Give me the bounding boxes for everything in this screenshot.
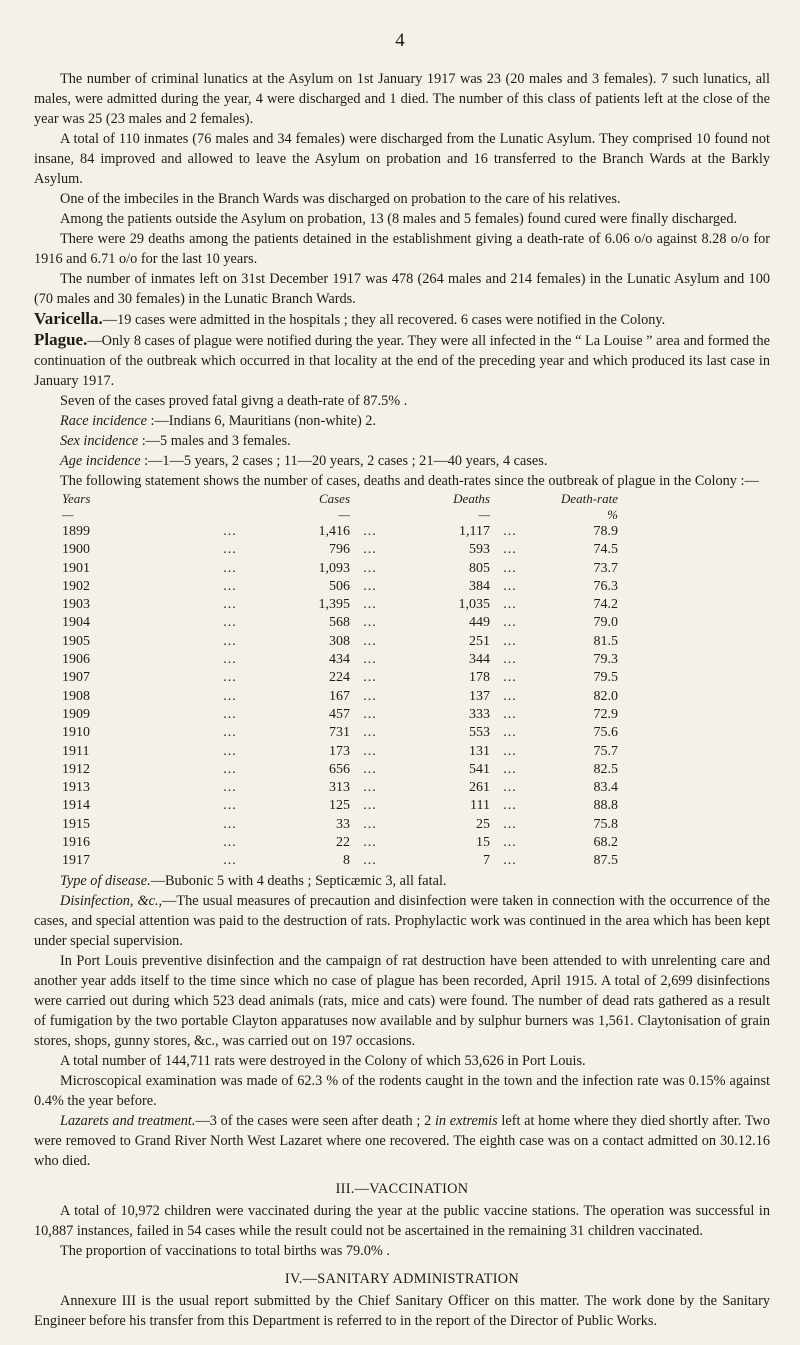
cell-year: 1912 bbox=[62, 761, 90, 777]
cell-deaths: 111 bbox=[470, 798, 490, 814]
dot-leader: ... bbox=[363, 743, 377, 759]
cell-death-rate: 73.7 bbox=[593, 560, 618, 576]
subheader-percent: % bbox=[607, 507, 618, 522]
subheader-deaths: — bbox=[478, 507, 490, 522]
sanitary-heading: IV.—SANITARY ADMINISTRATION bbox=[284, 1270, 520, 1287]
cell-death-rate: 82.5 bbox=[593, 761, 618, 777]
table-row bbox=[34, 523, 618, 541]
table-row bbox=[34, 761, 618, 779]
cell-cases: 656 bbox=[329, 761, 350, 777]
dot-leader: ... bbox=[223, 670, 237, 686]
dot-leader: ... bbox=[503, 780, 517, 796]
paragraph-varicella bbox=[34, 309, 770, 330]
paragraph-lazarets bbox=[34, 1111, 770, 1171]
cell-death-rate: 75.6 bbox=[593, 725, 618, 741]
cell-deaths: 553 bbox=[469, 725, 490, 741]
cell-year: 1913 bbox=[62, 780, 90, 796]
cell-death-rate: 79.0 bbox=[593, 615, 618, 631]
cell-deaths: 261 bbox=[469, 780, 490, 796]
paragraph-inmates: The number of inmates left on 31st December 1917 was 478 (264 males and 214 females) in the Lunatic Asylum and 100 (70 males and 30 females) in the Lunatic Branch Wards. bbox=[34, 271, 770, 307]
cell-year: 1906 bbox=[62, 652, 90, 668]
cell-deaths: 1,117 bbox=[459, 524, 490, 539]
dot-leader: ... bbox=[503, 615, 517, 631]
cell-cases: 434 bbox=[329, 652, 350, 668]
cell-death-rate: 78.9 bbox=[593, 524, 618, 539]
cell-year: 1907 bbox=[62, 670, 90, 686]
cell-death-rate: 74.5 bbox=[593, 542, 618, 558]
dot-leader: ... bbox=[363, 615, 377, 631]
table-row bbox=[34, 651, 618, 669]
cell-death-rate: 79.5 bbox=[593, 670, 618, 686]
dot-leader: ... bbox=[223, 688, 237, 704]
plague-text: —Only 8 cases of plague were notified during the year. They were all infected in the “ La Louise ” area and formed the continuation of the outbreak which occurred in that locality at the end of the preceding year and which produced its last case in January 1917. bbox=[34, 333, 770, 389]
paragraph-plague bbox=[34, 330, 770, 391]
table-row bbox=[34, 688, 618, 706]
lazarets-extremis: in extremis bbox=[434, 1112, 498, 1129]
dot-leader: ... bbox=[223, 542, 237, 558]
cell-cases: 506 bbox=[329, 578, 350, 594]
dot-leader: ... bbox=[363, 633, 377, 649]
dot-leader: ... bbox=[223, 761, 237, 777]
cell-year: 1917 bbox=[62, 853, 90, 869]
dot-leader: ... bbox=[363, 706, 377, 722]
type-of-disease-label: Type of disease. bbox=[60, 872, 151, 889]
cell-year: 1905 bbox=[62, 633, 90, 649]
cell-death-rate: 79.3 bbox=[593, 652, 618, 668]
dot-leader: ... bbox=[223, 743, 237, 759]
cell-year: 1915 bbox=[62, 816, 90, 832]
cell-cases: 731 bbox=[329, 725, 350, 741]
cell-year: 1899 bbox=[62, 524, 90, 539]
dot-leader: ... bbox=[223, 725, 237, 741]
table-row bbox=[34, 560, 618, 578]
cell-year: 1916 bbox=[62, 835, 90, 851]
cell-cases: 125 bbox=[329, 798, 350, 814]
paragraph-sex-incidence bbox=[34, 431, 770, 451]
table-header-row bbox=[34, 491, 618, 507]
dot-leader: ... bbox=[363, 798, 377, 814]
dot-leader: ... bbox=[223, 798, 237, 814]
varicella-heading: Varicella. bbox=[34, 309, 103, 328]
table-row bbox=[34, 633, 618, 651]
varicella-text: —19 cases were admitted in the hospitals ; they all recovered. 6 cases were notified in the Colony. bbox=[102, 312, 666, 328]
table-row bbox=[34, 852, 618, 870]
document-body bbox=[34, 69, 770, 1331]
dot-leader: ... bbox=[223, 560, 237, 576]
paragraph-type-of-disease bbox=[34, 871, 770, 891]
subheader-cases: — bbox=[338, 507, 350, 522]
dot-leader: ... bbox=[363, 725, 377, 741]
table-subheader-row bbox=[34, 507, 618, 523]
paragraph-vaccination-proportion: The proportion of vaccinations to total births was 79.0% . bbox=[60, 1242, 390, 1259]
table-row bbox=[34, 596, 618, 614]
lazarets-label: Lazarets and treatment. bbox=[60, 1112, 196, 1129]
table-row bbox=[34, 541, 618, 559]
cell-cases: 796 bbox=[329, 542, 350, 558]
dot-leader: ... bbox=[503, 633, 517, 649]
cell-death-rate: 88.8 bbox=[593, 798, 618, 814]
cell-deaths: 593 bbox=[469, 542, 490, 558]
table-row bbox=[34, 706, 618, 724]
age-incidence-label: Age incidence bbox=[60, 453, 141, 469]
cell-cases: 1,395 bbox=[318, 597, 350, 613]
table-row bbox=[34, 779, 618, 797]
paragraph-rats: A total number of 144,711 rats were destroyed in the Colony of which 53,626 in Port Louis. bbox=[60, 1052, 586, 1069]
table-row bbox=[34, 816, 618, 834]
cell-deaths: 25 bbox=[476, 816, 490, 832]
cell-cases: 8 bbox=[343, 853, 350, 869]
paragraph-imbeciles: One of the imbeciles in the Branch Wards was discharged on probation to the care of his relatives. bbox=[60, 191, 621, 207]
cell-cases: 173 bbox=[329, 743, 350, 759]
table-row bbox=[34, 578, 618, 596]
cell-deaths: 805 bbox=[469, 560, 490, 576]
paragraph-deaths: There were 29 deaths among the patients detained in the establishment giving a death-rate of 6.06 o/o against 8.28 o/o for 1916 and 6.71 o/o for the last 10 years. bbox=[34, 231, 770, 267]
dot-leader: ... bbox=[503, 524, 517, 539]
paragraph-plague-fatal: Seven of the cases proved fatal givng a death-rate of 87.5% . bbox=[60, 393, 408, 409]
cell-cases: 33 bbox=[336, 816, 350, 832]
paragraph-discharged: A total of 110 inmates (76 males and 34 females) were discharged from the Lunatic Asylum. They comprised 10 found not insane, 84 improved and allowed to leave the Asylum on probation and 16 transferred to the Branch Wards at the Barkly Asylum. bbox=[34, 131, 770, 187]
cell-cases: 1,416 bbox=[318, 524, 350, 539]
cell-cases: 313 bbox=[329, 780, 350, 796]
cell-deaths: 137 bbox=[469, 688, 490, 704]
cell-cases: 1,093 bbox=[318, 560, 350, 576]
header-death-rate: Death-rate bbox=[560, 491, 618, 506]
cell-year: 1914 bbox=[62, 798, 90, 814]
cell-year: 1909 bbox=[62, 706, 90, 722]
cell-deaths: 344 bbox=[469, 652, 490, 668]
cell-death-rate: 74.2 bbox=[593, 597, 618, 613]
dot-leader: ... bbox=[503, 835, 517, 851]
disinfection-label: Disinfection, &c., bbox=[60, 892, 163, 909]
dot-leader: ... bbox=[363, 652, 377, 668]
paragraph-microscopical: Microscopical examination was made of 62.3 % of the rodents caught in the town and the infection rate was 0.15% against 0.4% the year before. bbox=[34, 1072, 770, 1109]
cell-cases: 568 bbox=[329, 615, 350, 631]
dot-leader: ... bbox=[363, 780, 377, 796]
dot-leader: ... bbox=[503, 688, 517, 704]
dot-leader: ... bbox=[223, 524, 237, 539]
dot-leader: ... bbox=[363, 835, 377, 851]
cell-year: 1902 bbox=[62, 578, 90, 594]
race-incidence-label: Race incidence bbox=[60, 413, 147, 429]
dot-leader: ... bbox=[503, 725, 517, 741]
cell-deaths: 15 bbox=[476, 835, 490, 851]
dot-leader: ... bbox=[503, 743, 517, 759]
paragraph-disinfection bbox=[34, 891, 770, 951]
cell-death-rate: 83.4 bbox=[593, 780, 618, 796]
lazarets-text-2: left at home where they died shortly after. Two were removed to Grand River North West Lazaret where one recovered. The eighth case was on a contact admitted on 30.12.16 who died. bbox=[34, 1112, 770, 1169]
vaccination-heading: III.—VACCINATION bbox=[335, 1180, 469, 1197]
cell-death-rate: 75.8 bbox=[593, 816, 618, 832]
cell-death-rate: 76.3 bbox=[593, 578, 618, 594]
dot-leader: ... bbox=[223, 853, 237, 869]
cell-year: 1901 bbox=[62, 560, 90, 576]
dot-leader: ... bbox=[503, 670, 517, 686]
cell-year: 1911 bbox=[62, 743, 90, 759]
paragraph-criminal-lunatics: The number of criminal lunatics at the Asylum on 1st January 1917 was 23 (20 males and 3 females). 7 such lunatics, all males, were admitted during the year, 4 were discharged and 1 died. The number of this class of patients left at the close of the year was 25 (23 males and 2 females). bbox=[34, 71, 770, 127]
cell-deaths: 1,035 bbox=[458, 597, 490, 613]
cell-deaths: 449 bbox=[469, 615, 490, 631]
dot-leader: ... bbox=[503, 578, 517, 594]
table-row bbox=[34, 743, 618, 761]
paragraph-probation: Among the patients outside the Asylum on probation, 13 (8 males and 5 females) found cured were finally discharged. bbox=[60, 211, 738, 227]
dot-leader: ... bbox=[223, 706, 237, 722]
paragraph-sanitary: Annexure III is the usual report submitted by the Chief Sanitary Officer on this matter. The work done by the Sanitary Engineer before his transfer from this Department is referred to in the report of the Director of Public Works. bbox=[34, 1292, 770, 1329]
cell-cases: 308 bbox=[329, 633, 350, 649]
dot-leader: ... bbox=[363, 524, 377, 539]
cell-cases: 224 bbox=[329, 670, 350, 686]
dot-leader: ... bbox=[503, 853, 517, 869]
dot-leader: ... bbox=[363, 578, 377, 594]
dot-leader: ... bbox=[223, 615, 237, 631]
table-row bbox=[34, 614, 618, 632]
plague-statistics-table bbox=[34, 491, 618, 871]
dot-leader: ... bbox=[503, 652, 517, 668]
dot-leader: ... bbox=[223, 816, 237, 832]
table-row bbox=[34, 669, 618, 687]
paragraph-vaccination: A total of 10,972 children were vaccinated during the year at the public vaccine stations. The operation was successful in 10,887 instances, failed in 54 cases while the result could not be ascertained in the remaining 31 children vaccinated. bbox=[34, 1202, 770, 1239]
sex-incidence-text: :—5 males and 3 females. bbox=[138, 433, 291, 449]
dot-leader: ... bbox=[223, 835, 237, 851]
dot-leader: ... bbox=[223, 578, 237, 594]
cell-cases: 167 bbox=[329, 688, 350, 704]
dot-leader: ... bbox=[503, 706, 517, 722]
cell-year: 1903 bbox=[62, 597, 90, 613]
header-cases: Cases bbox=[318, 491, 350, 506]
disinfection-text: —The usual measures of precaution and disinfection were taken in connection with the occurrence of the cases, and special attention was paid to the destruction of rats. Prophylactic work was continued in the area which has been kept under special supervision. bbox=[34, 892, 771, 949]
dot-leader: ... bbox=[363, 560, 377, 576]
dot-leader: ... bbox=[503, 560, 517, 576]
cell-death-rate: 82.0 bbox=[593, 688, 618, 704]
race-incidence-text: :—Indians 6, Mauritians (non-white) 2. bbox=[146, 413, 377, 429]
paragraph-race-incidence bbox=[34, 411, 770, 431]
dot-leader: ... bbox=[503, 542, 517, 558]
cell-deaths: 131 bbox=[469, 743, 490, 759]
age-incidence-text: :—1—5 years, 2 cases ; 11—20 years, 2 cases ; 21—40 years, 4 cases. bbox=[140, 453, 548, 469]
cell-cases: 22 bbox=[336, 835, 350, 851]
cell-year: 1900 bbox=[62, 542, 90, 558]
cell-deaths: 541 bbox=[469, 761, 490, 777]
table-row bbox=[34, 724, 618, 742]
table-row bbox=[34, 834, 618, 852]
dot-leader: ... bbox=[503, 816, 517, 832]
dot-leader: ... bbox=[223, 780, 237, 796]
cell-deaths: 384 bbox=[469, 578, 490, 594]
cell-year: 1904 bbox=[62, 615, 90, 631]
cell-death-rate: 81.5 bbox=[593, 633, 618, 649]
cell-deaths: 7 bbox=[483, 853, 490, 869]
dot-leader: ... bbox=[503, 798, 517, 814]
paragraph-port-louis: In Port Louis preventive disinfection and the campaign of rat destruction have been attended to with unrelenting care and another year adds itself to the time since which no case of plague has been recorded, April 1915. A total of 2,699 disinfections were carried out during which 523 dead animals (rats, mice and cats) were found. The number of dead rats gathered as a result of fumigation by the two portable Clayton apparatuses now available and by sulphur burners was 1,561. Claytonisation of grain stores, shops, gunny stores, &c., was carried out on 197 occasions. bbox=[34, 952, 770, 1049]
dot-leader: ... bbox=[363, 688, 377, 704]
dot-leader: ... bbox=[223, 597, 237, 613]
dot-leader: ... bbox=[363, 853, 377, 869]
paragraph-age-incidence bbox=[34, 451, 770, 471]
dot-leader: ... bbox=[363, 597, 377, 613]
cell-deaths: 178 bbox=[469, 670, 490, 686]
sex-incidence-label: Sex incidence bbox=[60, 433, 139, 449]
dot-leader: ... bbox=[363, 670, 377, 686]
cell-death-rate: 87.5 bbox=[593, 853, 618, 869]
paragraph-statement: The following statement shows the number of cases, deaths and death-rates since the outbreak of plague in the Colony :— bbox=[60, 473, 759, 489]
subheader-years: — bbox=[62, 507, 74, 522]
header-years: Years bbox=[62, 491, 91, 506]
cell-cases: 457 bbox=[329, 706, 350, 722]
cell-year: 1908 bbox=[62, 688, 90, 704]
plague-heading: Plague. bbox=[34, 330, 88, 349]
cell-death-rate: 72.9 bbox=[593, 706, 618, 722]
type-of-disease-text: —Bubonic 5 with 4 deaths ; Septicæmic 3, all fatal. bbox=[150, 872, 447, 889]
table-row bbox=[34, 797, 618, 815]
cell-death-rate: 68.2 bbox=[593, 835, 618, 851]
cell-deaths: 251 bbox=[469, 633, 490, 649]
dot-leader: ... bbox=[503, 597, 517, 613]
dot-leader: ... bbox=[223, 652, 237, 668]
dot-leader: ... bbox=[363, 542, 377, 558]
lazarets-text-1: —3 of the cases were seen after death ; 2 bbox=[195, 1112, 435, 1129]
cell-deaths: 333 bbox=[469, 706, 490, 722]
page-number: 4 bbox=[395, 30, 405, 51]
cell-death-rate: 75.7 bbox=[593, 743, 618, 759]
dot-leader: ... bbox=[223, 633, 237, 649]
dot-leader: ... bbox=[363, 761, 377, 777]
dot-leader: ... bbox=[363, 816, 377, 832]
dot-leader: ... bbox=[503, 761, 517, 777]
cell-year: 1910 bbox=[62, 725, 90, 741]
header-deaths: Deaths bbox=[453, 491, 490, 506]
